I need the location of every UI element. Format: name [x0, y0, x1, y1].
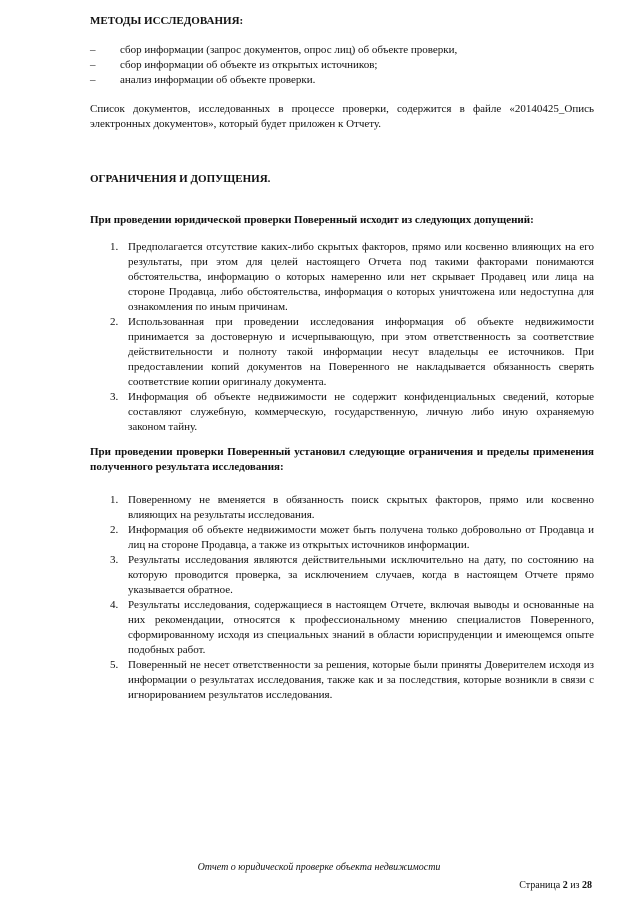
bullet-marker: – [90, 74, 96, 86]
list-item: 4. Результаты исследования, содержащиеся в настоящем Отчете, включая выводы и основанные на них рекомендации, относятся к профессиональному мнению специалистов Поверенного, сформированному исходя из специальных знаний в области юриспруденции и имеющемся опыте подобных работ. [110, 599, 594, 656]
methods-heading: МЕТОДЫ ИССЛЕДОВАНИЯ: [90, 15, 244, 27]
list-item: 5. Поверенный не несет ответственности за решения, которые были приняты Доверителем исходя из информации о результатах исследования, также как и за последствия, которые возникли в связи с игнорированием результатов исследования. [110, 659, 594, 701]
list-item: 2. Информация об объекте недвижимости может быть получена только добровольно от Продавца и лиц на стороне Продавца, а также из открытых источников информации. [110, 524, 594, 551]
list-item: – сбор информации об объекте из открытых источников; [90, 59, 378, 71]
documents-paragraph: Список документов, исследованных в процессе проверки, содержится в файле «20140425_Опись электронных документов», который будет приложен к Отчету. [90, 103, 594, 130]
list-item: – сбор информации (запрос документов, опрос лиц) об объекте проверки, [90, 44, 458, 56]
list-item: – анализ информации об объекте проверки. [90, 74, 316, 86]
restrictions-intro: При проведении проверки Поверенный установил следующие ограничения и пределы применения полученного результата исследования: [90, 446, 594, 473]
list-item: 3. Информация об объекте недвижимости не содержит конфиденциальных сведений, которые составляют служебную, коммерческую, государственную, личную либо иную охраняемую законом тайну. [110, 391, 594, 433]
page-number: Страница 2 из 28 [519, 880, 592, 891]
list-item: 3. Результаты исследования являются действительными исключительно на дату, по состоянию на которую проводится проверка, за исключением случаев, когда в настоящем Отчете прямо указывается обратное. [110, 554, 594, 596]
page-content [90, 14, 594, 703]
assumptions-list [90, 240, 594, 435]
bullet-marker: – [90, 44, 96, 56]
assumptions-intro: При проведении юридической проверки Поверенный исходит из следующих допущений: [90, 214, 534, 226]
list-item: 2. Использованная при проведении исследования информация об объекте недвижимости принимается за достоверную и исчерпывающую, при этом ответственность за соответствие действительности и полноту такой информации несут владельцы ее источников. При предоставлении копий документов на Поверенного не накладывается обязанность сверять соответствие копии оригиналу документа. [110, 316, 594, 388]
footer-title: Отчет о юридической проверке объекта недвижимости [197, 862, 441, 873]
list-item: 1. Предполагается отсутствие каких-либо скрытых факторов, прямо или косвенно влияющих на его результаты, при этом для целей настоящего Отчета под такими факторами понимаются обстоятельства, информацию о которых намеренно или нет скрывает Продавец или лица на стороне Продавца, либо обстоятельства, информация о которых уничтожена или недоступна для ознакомления по иным причинам. [110, 241, 594, 313]
restrictions-list [90, 493, 594, 703]
bullet-marker: – [90, 59, 96, 71]
limits-heading: ОГРАНИЧЕНИЯ И ДОПУЩЕНИЯ. [90, 173, 271, 185]
list-item: 1. Поверенному не вменяется в обязанность поиск скрытых факторов, прямо или косвенно влияющих на результаты исследования. [110, 494, 594, 521]
methods-list [90, 43, 594, 88]
